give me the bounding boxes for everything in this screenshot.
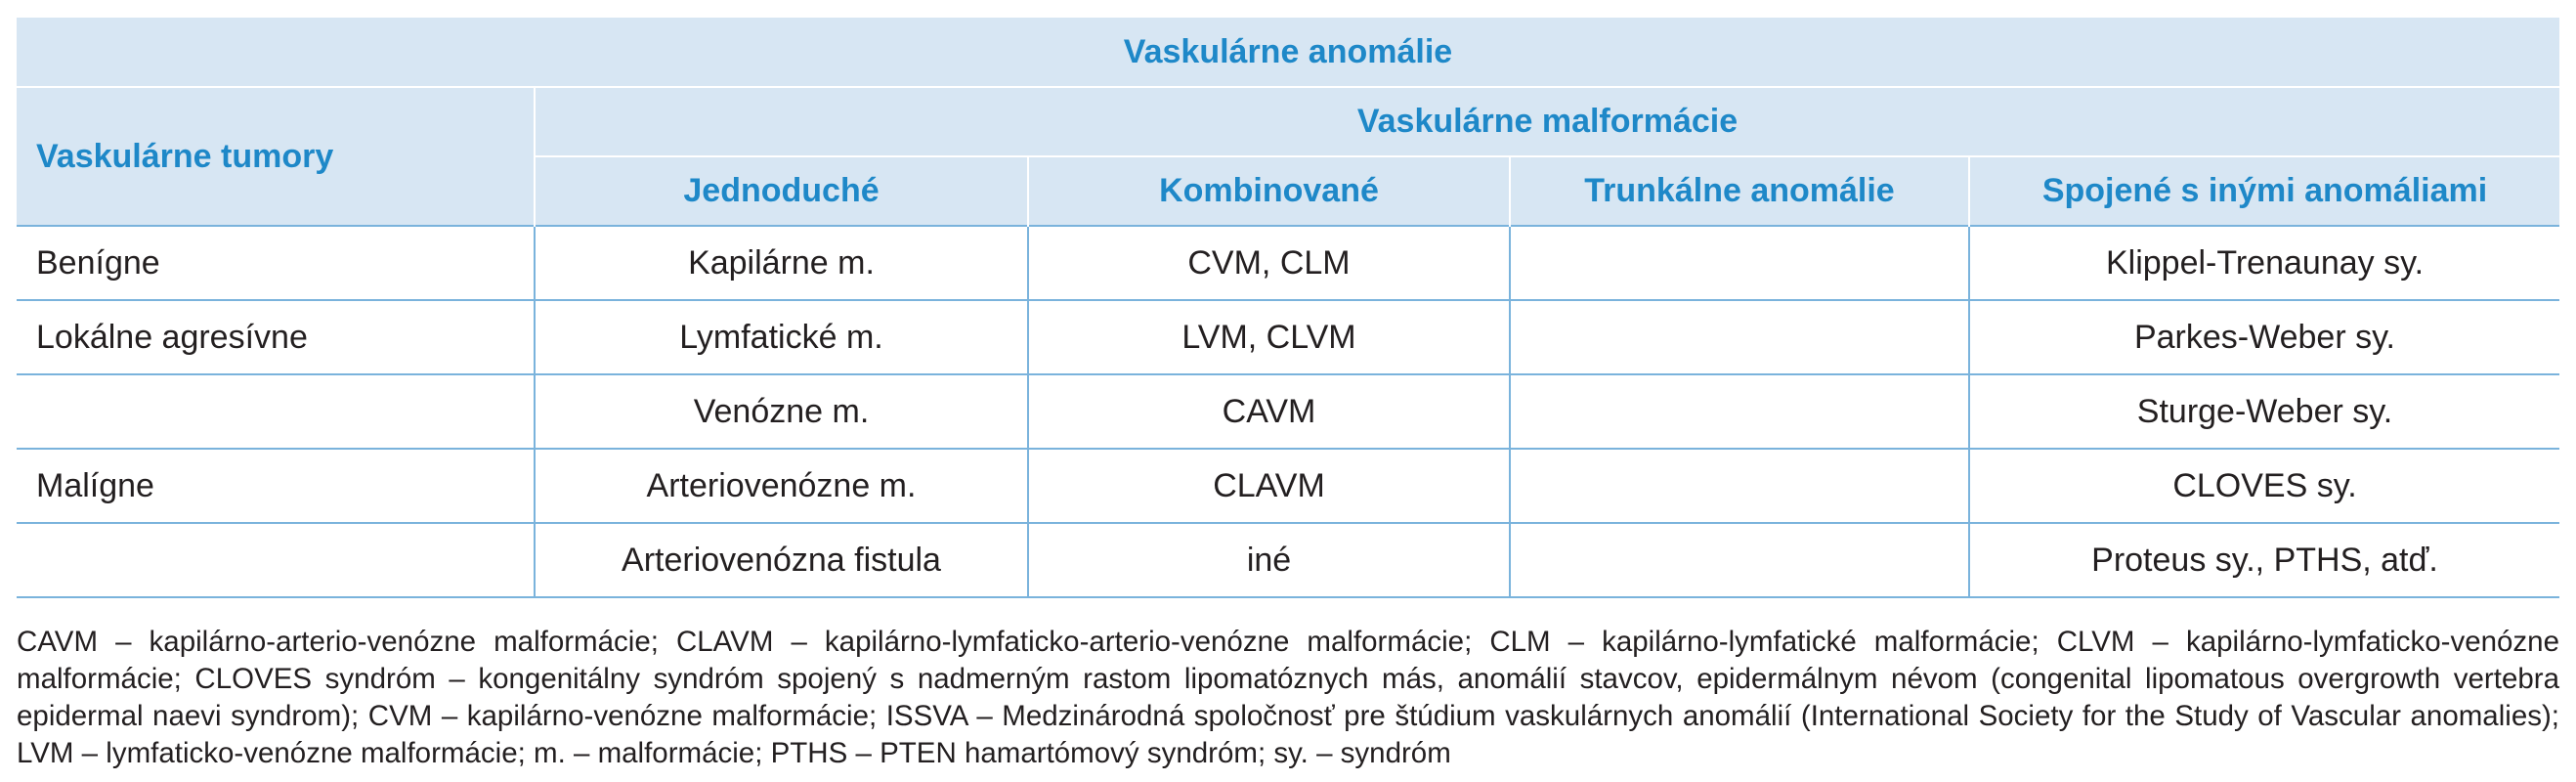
subheader-simple: Jednoduché [535, 156, 1028, 226]
header-vascular-malformations: Vaskulárne malformácie [535, 87, 2559, 156]
table-body [17, 226, 2559, 597]
cell-simple: Arteriovenózna fistula [535, 523, 1028, 597]
cell-simple: Venózne m. [535, 374, 1028, 449]
cell-combined: iné [1028, 523, 1510, 597]
cell-tumor-type [17, 523, 535, 597]
table-row [17, 226, 2559, 300]
cell-tumor-type [17, 374, 535, 449]
vascular-anomalies-table [17, 18, 2559, 598]
table-footnote: CAVM – kapilárno-arterio-venózne malformácie; CLAVM – kapilárno-lymfaticko-arterio-venózne malformácie; CLM – kapilárno-lymfatické malformácie; CLVM – kapilárno-lymfaticko-venózne malformácie; CLOVES syndróm – kongenitálny syndróm spojený s nadmerným rastom lipomatóznych más, anomálií stavcov, epidermálnym névom (congenital lipomatous overgrowth vertebra epidermal naevi syndrom); CVM – kapilárno-venózne malformácie; ISSVA – Medzinárodná spoločnosť pre štúdium vaskulárnych anomálií (International Society for the Study of Vascular anomalies); LVM – lymfaticko-venózne malformácie; m. – malformácie; PTHS – PTEN hamartómový syndróm; sy. – syndróm [17, 626, 2559, 769]
table-header [17, 18, 2559, 226]
cell-tumor-type: Malígne [17, 449, 535, 523]
cell-truncal [1510, 374, 1969, 449]
cell-combined: CLAVM [1028, 449, 1510, 523]
table-title: Vaskulárne anomálie [17, 18, 2559, 87]
subheader-combined: Kombinované [1028, 156, 1510, 226]
cell-truncal [1510, 226, 1969, 300]
cell-combined: CVM, CLM [1028, 226, 1510, 300]
cell-associated: Parkes-Weber sy. [1969, 300, 2559, 374]
cell-associated: Sturge-Weber sy. [1969, 374, 2559, 449]
table-row [17, 523, 2559, 597]
cell-simple: Kapilárne m. [535, 226, 1028, 300]
cell-simple: Arteriovenózne m. [535, 449, 1028, 523]
cell-truncal [1510, 300, 1969, 374]
subheader-truncal: Trunkálne anomálie [1510, 156, 1969, 226]
subheader-associated: Spojené s inými anomáliami [1969, 156, 2559, 226]
table-row [17, 374, 2559, 449]
cell-combined: CAVM [1028, 374, 1510, 449]
cell-associated: Proteus sy., PTHS, atď. [1969, 523, 2559, 597]
cell-truncal [1510, 449, 1969, 523]
cell-truncal [1510, 523, 1969, 597]
table-row [17, 300, 2559, 374]
cell-associated: CLOVES sy. [1969, 449, 2559, 523]
cell-simple: Lymfatické m. [535, 300, 1028, 374]
cell-associated: Klippel-Trenaunay sy. [1969, 226, 2559, 300]
table-row [17, 449, 2559, 523]
cell-combined: LVM, CLVM [1028, 300, 1510, 374]
cell-tumor-type: Lokálne agresívne [17, 300, 535, 374]
header-vascular-tumors: Vaskulárne tumory [17, 87, 535, 226]
cell-tumor-type: Benígne [17, 226, 535, 300]
document-page [17, 18, 2559, 772]
